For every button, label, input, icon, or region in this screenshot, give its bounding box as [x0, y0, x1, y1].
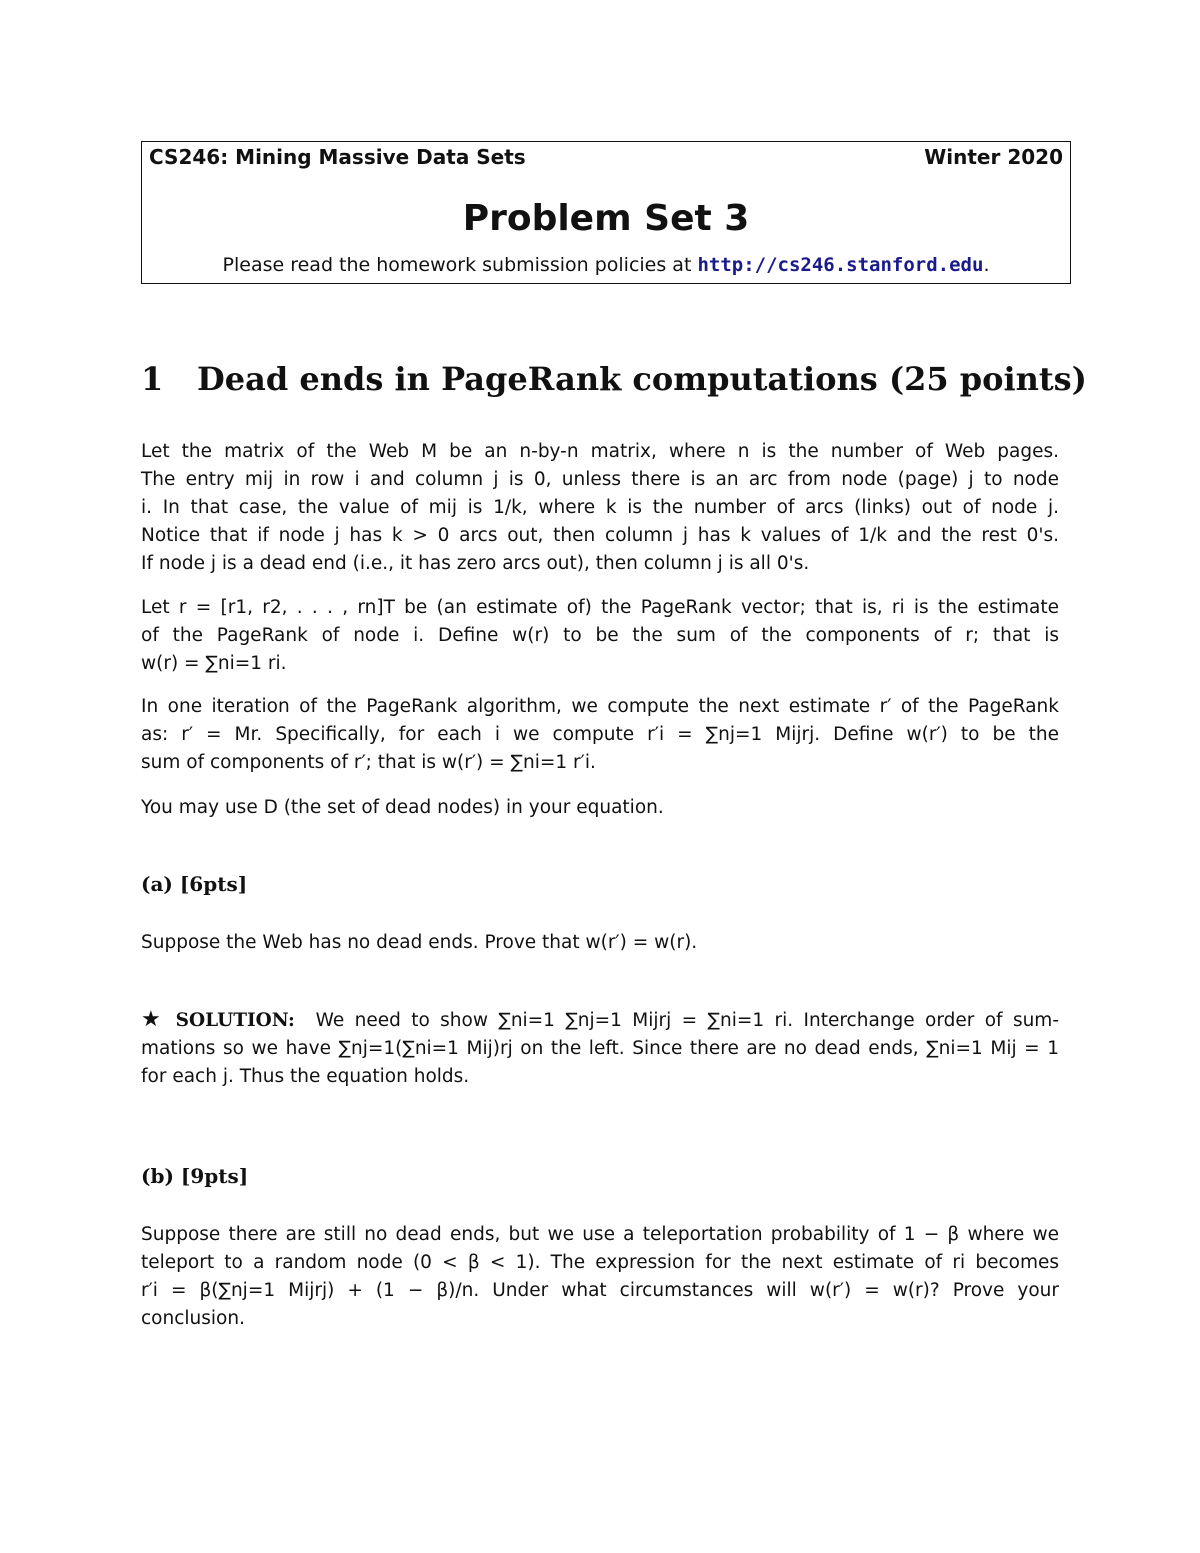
part-a-solution — [141, 1006, 1059, 1091]
page-title: Problem Set 3 — [462, 198, 750, 239]
text-line: w(r) = ∑ni=1 ri. — [141, 653, 287, 674]
part-a-question — [141, 929, 1059, 957]
intro-paragraph-4 — [141, 794, 1059, 822]
text-line: i. In that case, the value of mij is 1/k, where k is the number of arcs (links) out of node j. — [141, 497, 1059, 518]
part-b-question — [141, 1221, 1059, 1333]
text-line: r′i = β(∑nj=1 Mijrj) + (1 − β)/n. Under what circumstances will w(r′) = w(r)? Prove your — [141, 1280, 1059, 1301]
star-icon: ★ — [141, 1007, 166, 1032]
text-line: If node j is a dead end (i.e., it has zero arcs out), then column j is all 0's. — [141, 553, 810, 574]
policy-link[interactable]: http://cs246.stanford.edu — [697, 254, 984, 276]
intro-paragraph-3 — [141, 693, 1059, 777]
text-line: teleport to a random node (0 < β < 1). The expression for the next estimate of ri becomes — [141, 1252, 1059, 1273]
text-line: Notice that if node j has k > 0 arcs out, then column j has k values of 1/k and the rest 0's. — [141, 525, 1059, 546]
text-line: mations so we have ∑nj=1(∑ni=1 Mij)rj on the left. Since there are no dead ends, ∑ni=1 Mij = 1 — [141, 1038, 1059, 1059]
section-heading — [141, 360, 1087, 398]
part-b-heading: (b) [9pts] — [141, 1164, 249, 1188]
header-box — [141, 141, 1071, 284]
section-number: 1 — [141, 360, 164, 398]
text-line: sum of components of r′; that is w(r′) = ∑ni=1 r′i. — [141, 752, 596, 773]
intro-paragraph-1 — [141, 438, 1059, 578]
policy-prefix: Please read the homework submission policies at — [222, 254, 698, 276]
term: Winter 2020 — [924, 145, 1063, 169]
text-line — [141, 1006, 1059, 1035]
solution-label: SOLUTION: — [175, 1010, 295, 1031]
text-line: as: r′ = Mr. Specifically, for each i we compute r′i = ∑nj=1 Mijrj. Define w(r′) to be the — [141, 724, 1059, 745]
section-title: Dead ends in PageRank computations (25 points) — [197, 360, 1087, 398]
part-a-heading: (a) [6pts] — [141, 872, 248, 896]
solution-text: We need to show ∑ni=1 ∑nj=1 Mijrj = ∑ni=1 ri. Interchange order of sum- — [315, 1010, 1059, 1031]
text-line: In one iteration of the PageRank algorithm, we compute the next estimate r′ of the PageRank — [141, 696, 1059, 717]
text-line: for each j. Thus the equation holds. — [141, 1066, 470, 1087]
text-line: You may use D (the set of dead nodes) in your equation. — [141, 797, 664, 818]
policy-note — [142, 254, 1070, 276]
text-line: Let the matrix of the Web M be an n-by-n matrix, where n is the number of Web pages. — [141, 441, 1059, 462]
course-name: CS246: Mining Massive Data Sets — [149, 145, 526, 169]
intro-paragraph-2 — [141, 594, 1059, 678]
text-line: conclusion. — [141, 1308, 245, 1329]
text-line: of the PageRank of node i. Define w(r) to be the sum of the components of r; that is — [141, 625, 1059, 646]
text-line: The entry mij in row i and column j is 0, unless there is an arc from node (page) j to node — [141, 469, 1059, 490]
text-line: Let r = [r1, r2, . . . , rn]T be (an estimate of) the PageRank vector; that is, ri is the estimate — [141, 597, 1059, 618]
text-line: Suppose there are still no dead ends, but we use a teleportation probability of 1 − β where we — [141, 1224, 1059, 1245]
policy-suffix: . — [983, 254, 990, 276]
text-line: Suppose the Web has no dead ends. Prove that w(r′) = w(r). — [141, 932, 698, 953]
